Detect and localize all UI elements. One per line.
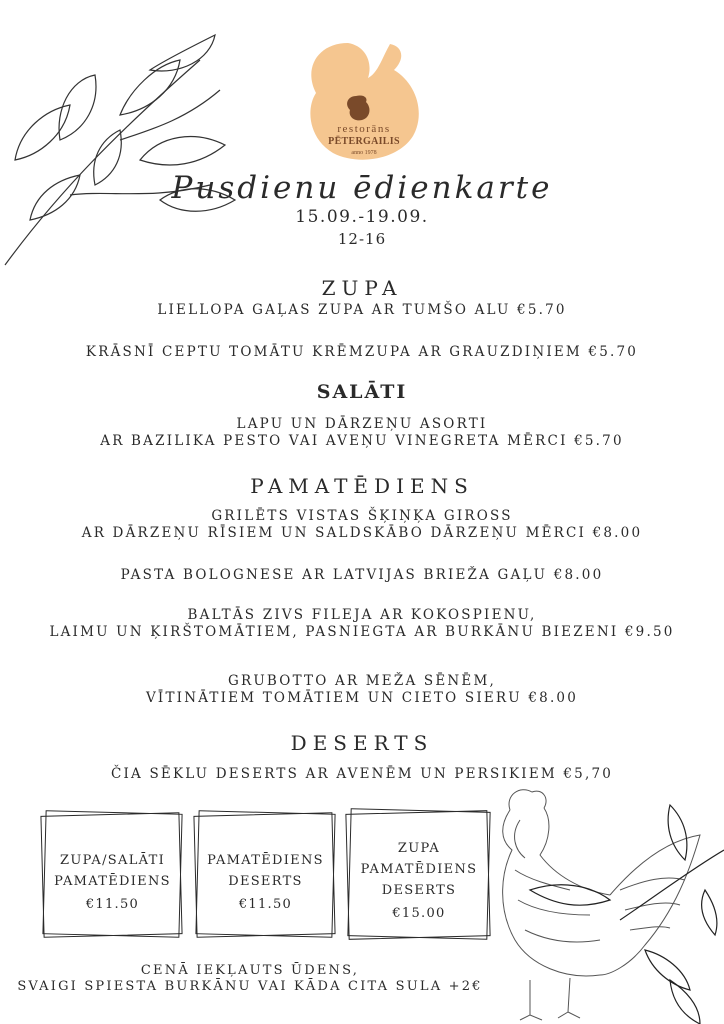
menu-item-deserts: ČIA SĒKLU DESERTS AR AVENĒM UN PERSIKIEM €5,70 <box>110 766 614 782</box>
menu-item-salati-line1: LAPU UN DĀRZEŅU ASORTI <box>236 416 488 432</box>
rooster-illustration <box>470 780 724 1024</box>
combo-2-line1: PAMATĒDIENS <box>207 853 324 868</box>
combo-box-1 <box>40 810 185 940</box>
menu-title: Pusdienu ēdienkarte <box>171 170 553 206</box>
section-heading-pamatediens: PAMATĒDIENS <box>250 474 474 498</box>
menu-item-pamatediens-1-line1: GRILĒTS VISTAS ŠĶIŅĶA GIROSS <box>211 508 513 524</box>
combo-3-line2: PAMATĒDIENS <box>360 862 478 877</box>
combo-1-price: €11.50 <box>85 897 140 912</box>
section-heading-zupa: ZUPA <box>321 276 403 300</box>
menu-item-pamatediens-4-line2: VĪTINĀTIEM TOMĀTIEM UN CIETO SIERU €8.00 <box>145 690 579 706</box>
combo-3-line3: DESERTS <box>381 883 457 898</box>
menu-item-pamatediens-3-line2: LAIMU UN ĶIRŠTOMĀTIEM, PASNIEGTA AR BURKĀNU BIEZENI €9.50 <box>49 624 675 640</box>
menu-dates: 15.09.-19.09. <box>295 207 429 227</box>
logo-since: anno 1978 <box>351 150 377 156</box>
combo-3-price: €15.00 <box>392 906 446 921</box>
footer-line2: SVAIGI SPIESTA BURKĀNU VAI KĀDA CITA SULA +2€ <box>17 979 483 994</box>
menu-item-zupa-1: LIELLOPA GAĻAS ZUPA AR TUMŠO ALU €5.70 <box>157 302 567 318</box>
menu-item-zupa-2: KRĀSNĪ CEPTU TOMĀTU KRĒMZUPA AR GRAUZDIŅIEM €5.70 <box>85 344 639 360</box>
menu-item-salati-line2: AR BAZILIKA PESTO VAI AVEŅU VINEGRETA MĒRCI €5.70 <box>100 433 624 449</box>
combo-1-line1: ZUPA/SALĀTI <box>59 853 166 868</box>
menu-item-pamatediens-4-line1: GRUBOTTO AR MEŽA SĒNĒM, <box>228 673 496 689</box>
menu-item-pamatediens-1-line2: AR DĀRZEŅU RĪSIEM UN SALDSKĀBO DĀRZEŅU MĒRCI €8.00 <box>81 525 643 541</box>
combo-2-price: €11.50 <box>238 897 293 912</box>
logo-brand-name: PĒTERGAILIS <box>328 136 400 147</box>
restaurant-logo <box>298 38 428 168</box>
combo-2-line2: DESERTS <box>228 874 303 889</box>
menu-hours: 12-16 <box>337 230 387 248</box>
combo-3-line1: ZUPA <box>397 841 441 856</box>
combo-box-2 <box>193 810 338 940</box>
section-heading-salati: SALĀTI <box>316 381 408 403</box>
menu-item-pamatediens-2: PASTA BOLOGNESE AR LATVIJAS BRIEŽA GAĻU €8.00 <box>120 567 604 583</box>
logo-text-top: restorāns <box>337 123 391 135</box>
menu-item-pamatediens-3-line1: BALTĀS ZIVS FILEJA AR KOKOSPIENU, <box>187 607 537 623</box>
combo-1-line2: PAMATĒDIENS <box>54 874 171 889</box>
combo-box-3 <box>345 808 493 942</box>
footer-line1: CENĀ IEKĻAUTS ŪDENS, <box>140 963 360 978</box>
section-heading-deserts: DESERTS <box>290 731 434 755</box>
